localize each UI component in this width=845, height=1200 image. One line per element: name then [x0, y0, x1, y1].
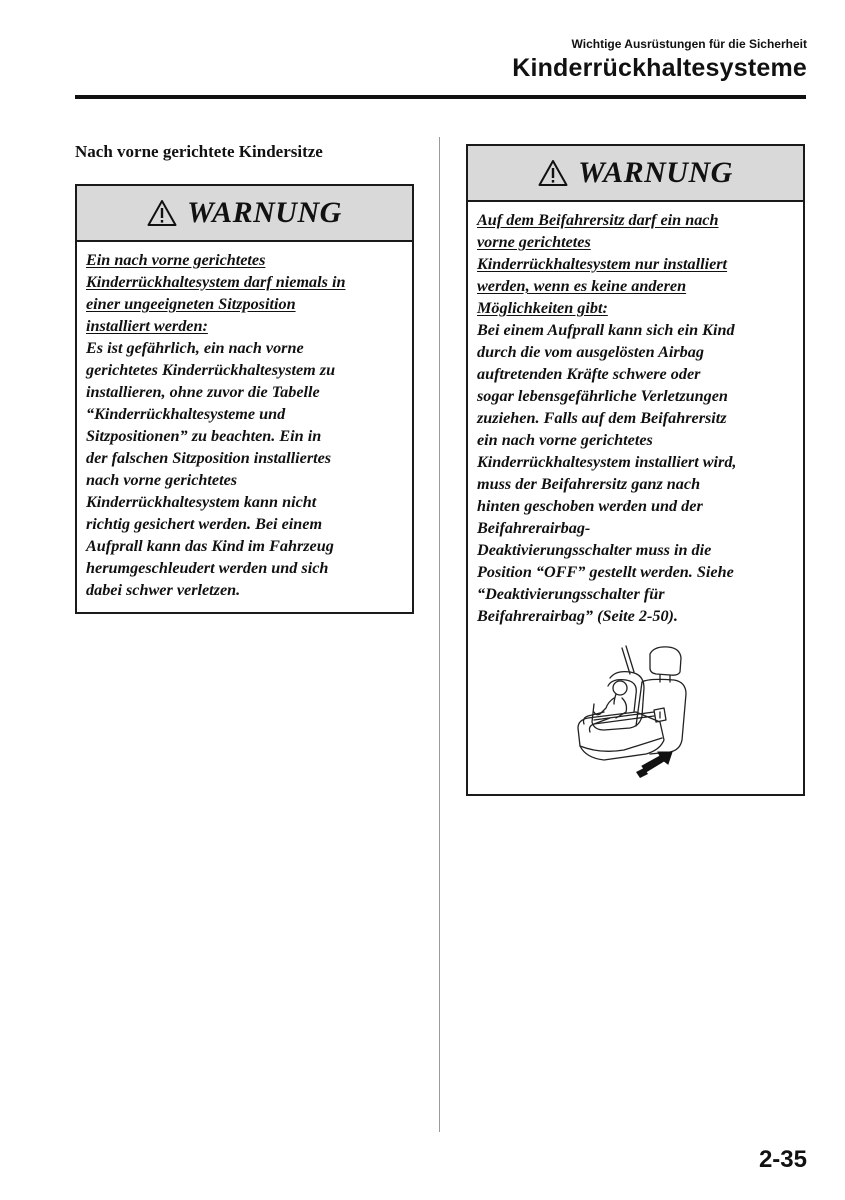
forward-facing-child-seat-illustration [564, 642, 694, 782]
warning-line: werden, wenn es keine anderen [477, 277, 687, 295]
warning-line: Kinderrückhaltesystem installiert wird, [477, 453, 737, 471]
warning-line: Bei einem Aufprall kann sich ein Kind [477, 321, 735, 339]
warning-header [77, 186, 412, 242]
warning-line: Sitzpositionen” zu beachten. Ein in [86, 427, 322, 445]
warning-line: auftretenden Kräfte schwere oder [477, 365, 701, 383]
warning-text [468, 202, 803, 635]
warning-line: “Deaktivierungsschalter für [477, 585, 665, 603]
warning-line: Beifahrerairbag” (Seite 2-50). [477, 607, 678, 625]
warning-header [468, 146, 803, 202]
warning-line: Position “OFF” gestellt werden. Siehe [477, 563, 734, 581]
warning-line: Kinderrückhaltesystem kann nicht [86, 493, 317, 511]
warning-line: hinten geschoben werden und der [477, 497, 703, 515]
warning-triangle-icon [147, 199, 177, 227]
warning-line: Kinderrückhaltesystem nur installiert [477, 255, 728, 273]
left-subheading: Nach vorne gerichtete Kindersitze [75, 142, 323, 161]
warning-line: richtig gesichert werden. Bei einem [86, 515, 323, 533]
header-rule [75, 95, 806, 99]
warning-line: Ein nach vorne gerichtetes [86, 251, 266, 269]
warning-line: dabei schwer verletzen. [86, 581, 241, 599]
warning-line: der falschen Sitzposition installiertes [86, 449, 332, 467]
warning-line: vorne gerichtetes [477, 233, 591, 251]
warning-line: installieren, ohne zuvor die Tabelle [86, 383, 320, 401]
warning-line: Deaktivierungsschalter muss in die [477, 541, 712, 559]
warning-line: “Kinderrückhaltesysteme und [86, 405, 286, 423]
warning-line: muss der Beifahrersitz ganz nach [477, 475, 701, 493]
warning-line: herumgeschleudert werden und sich [86, 559, 329, 577]
warning-line: einer ungeeigneten Sitzposition [86, 295, 296, 313]
warning-line: nach vorne gerichtetes [86, 471, 238, 489]
warning-line: zuziehen. Falls auf dem Beifahrersitz [477, 409, 727, 427]
warning-line: gerichtetes Kinderrückhaltesystem zu [86, 361, 336, 379]
warning-box-left [75, 184, 414, 614]
page-title: Kinderrückhaltesysteme [512, 54, 807, 82]
warning-label: WARNUNG [187, 196, 342, 229]
column-divider [439, 137, 440, 1132]
warning-line: ein nach vorne gerichtetes [477, 431, 653, 449]
warning-line: Möglichkeiten gibt: [477, 299, 608, 317]
warning-line: durch die vom ausgelösten Airbag [477, 343, 704, 361]
warning-line: Auf dem Beifahrersitz darf ein nach [477, 211, 719, 229]
warning-line: Kinderrückhaltesystem darf niemals in [86, 273, 346, 291]
section-heading: Wichtige Ausrüstungen für die Sicherheit [571, 37, 807, 51]
warning-triangle-icon [538, 159, 568, 187]
warning-text [77, 242, 412, 609]
warning-label: WARNUNG [578, 156, 733, 189]
warning-line: installiert werden: [86, 317, 208, 335]
warning-line: Beifahrerairbag- [477, 519, 591, 537]
warning-line: sogar lebensgefährliche Verletzungen [477, 387, 728, 405]
warning-line: Aufprall kann das Kind im Fahrzeug [86, 537, 334, 555]
warning-line: Es ist gefährlich, ein nach vorne [86, 339, 304, 357]
page-number: 2-35 [758, 1146, 807, 1173]
